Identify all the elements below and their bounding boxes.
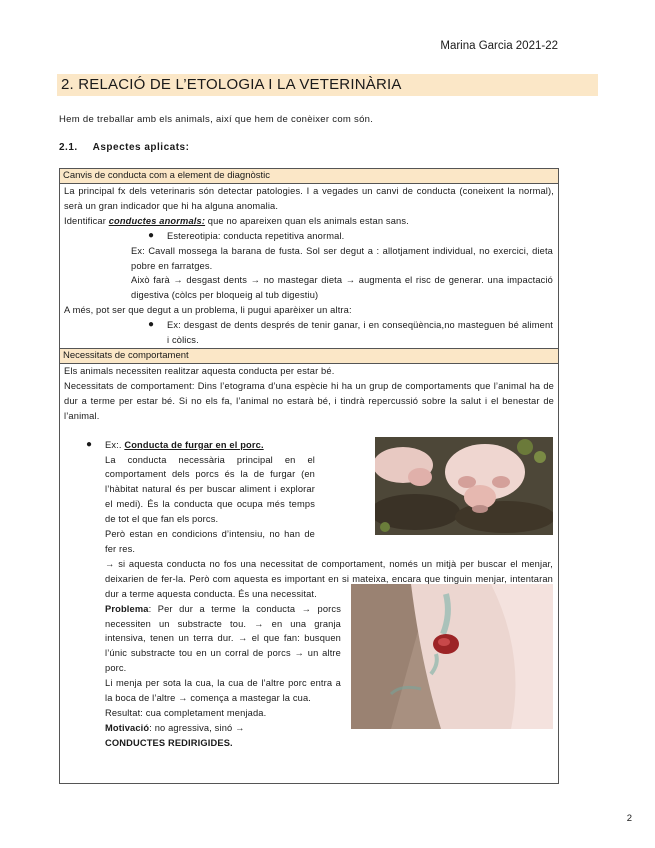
arrow-icon: →: [173, 275, 183, 286]
problem-e: un altre porc.: [105, 648, 341, 674]
tail-bitten-photo: [351, 584, 553, 729]
needs-box: [60, 349, 558, 751]
bullet-item: [60, 318, 558, 348]
consequence-d: augmenta el risc de generar. una impactació digestiva (còlcs per bloqueig al tub digestiu): [131, 275, 554, 301]
consequence-c: no mastegar dieta: [263, 275, 343, 286]
arrow-icon: →: [345, 275, 356, 286]
abnormal-behaviour-line: [60, 214, 558, 229]
needs-heading: Necessitats de comportament: [60, 349, 558, 364]
needs-paragraph-1: Els animals necessiten realitzar aquesta conducta per estar bé.: [64, 366, 335, 376]
diagnostic-box: [60, 169, 558, 349]
problem-d: el que fan: busquen l’únic substracte tou en un corral de porcs: [105, 633, 341, 659]
arrow-icon: →: [254, 618, 264, 629]
problem-label: Problema: [105, 603, 149, 614]
result-line: Resultat: cua completament menjada.: [105, 707, 267, 718]
needs-paragraph-2: Necessitats de comportament: Dins l’etograma d’una espècie hi ha un grup de comportaments que l’animal ha de dur a terme per estar bé. Si no els fa, l’animal no estarà bé, i tindrà repercussió sobre la salut i el benestar de l’animal.: [64, 380, 554, 421]
aspects-table: [59, 168, 559, 784]
header-author-year: Marina Garcia 2021-22: [440, 40, 558, 52]
consequence-b: desgast dents: [186, 275, 248, 286]
dental-wear-text: Ex: desgast de dents després de tenir ganar, i en conseqüència,no masteguen bé aliment i còlics.: [167, 320, 553, 346]
example-line: Ex: Cavall mossega la barana de fusta. Sol ser degut a : allotjament individual, no exercici, dieta pobre en farratges.: [131, 245, 553, 271]
consequence-a: Això farà: [131, 275, 170, 286]
bullet-dot: ●: [148, 319, 155, 331]
diagnostic-paragraph: La principal fx dels veterinaris són detectar patologies. I a vegades un canvi de conducta (coneixent la normal), serà un gran indicador que hi ha alguna anomalia.: [64, 186, 554, 211]
abnormal-suffix: que no apareixen quan els animals estan sans.: [205, 215, 409, 226]
tail-biting-paragraph: [60, 676, 341, 706]
arrow-icon: →: [237, 633, 248, 644]
arrow-icon: →: [105, 558, 115, 569]
subsection-number: 2.1.: [59, 142, 78, 153]
additional-problem-line: A més, pot ser que degut a un problema, li pugui aparèixer un altra:: [64, 305, 352, 316]
example-title: Conducta de furgar en el porc.: [124, 439, 264, 450]
stereotypy-text: Estereotipia: conducta repetitiva anormal.: [167, 230, 345, 241]
intro-text: Hem de treballar amb els animals, així que hem de conèixer com són.: [59, 114, 374, 125]
motivation-text: : no agressiva, sinó: [149, 722, 233, 733]
bullet-dot: ●: [148, 229, 155, 241]
motivation-label: Motivació: [105, 722, 150, 733]
redirected-behaviours: CONDUCTES REDIRIGIDES.: [105, 737, 233, 748]
bullet-item: [60, 229, 558, 244]
rooting-paragraph: La conducta necessària principal en el comportament dels porcs és la de furgar (en l’hàbitat natural és per buscar aliment i explorar el medi). És la conducta que ocupa més temps de tot el que fan els porcs.: [105, 454, 315, 525]
tail-biting-a: Li menja per sota la cua, la cua de l’altre porc entra a la boca de l’altre: [105, 678, 341, 704]
necessity-text: si aquesta conducta no fos una necessitat de comportament, només un mitjà per buscar el menjar, deixarien de fer-la. Però com aquesta es important en si mateixa, encara que tinguin menjar, intentaran dur a terme aquesta conducta. És una necessitat.: [105, 558, 554, 599]
subsection-heading: [59, 142, 189, 153]
abnormal-emphasis: conductes anormals:: [108, 215, 206, 226]
tail-biting-b: comença a mastegar la cua.: [190, 693, 312, 704]
diagnostic-heading: Canvis de conducta com a element de diagnòstic: [60, 169, 558, 184]
arrow-icon: →: [301, 603, 312, 614]
problem-paragraph: [60, 602, 341, 677]
arrow-icon: →: [178, 693, 188, 704]
page-number: 2: [626, 813, 632, 824]
consequence-line: [60, 273, 558, 303]
problem-c: en una granja intensiva, tenen un terra dur.: [105, 618, 341, 644]
abnormal-prefix: Identificar: [64, 215, 109, 226]
subsection-title: Aspectes aplicats:: [92, 142, 190, 153]
arrow-icon: →: [294, 648, 304, 659]
problem-a: : Per dur a terme la conducta: [148, 603, 296, 614]
section-title: 2. RELACIÓ DE L’ETOLOGIA I LA VETERINÀRIA: [57, 74, 598, 96]
example-label: Ex:.: [105, 439, 125, 450]
intensive-line: [60, 527, 315, 557]
bullet-dot: ●: [86, 438, 93, 450]
pigs-rooting-photo: [375, 437, 553, 535]
arrow-icon: →: [250, 275, 261, 286]
arrow-icon: →: [235, 722, 245, 733]
problem-b: porcs necessiten un substracte tou.: [105, 603, 342, 629]
intensive-a: Però estan en condicions d’intensiu, no han de fer res.: [105, 529, 315, 554]
